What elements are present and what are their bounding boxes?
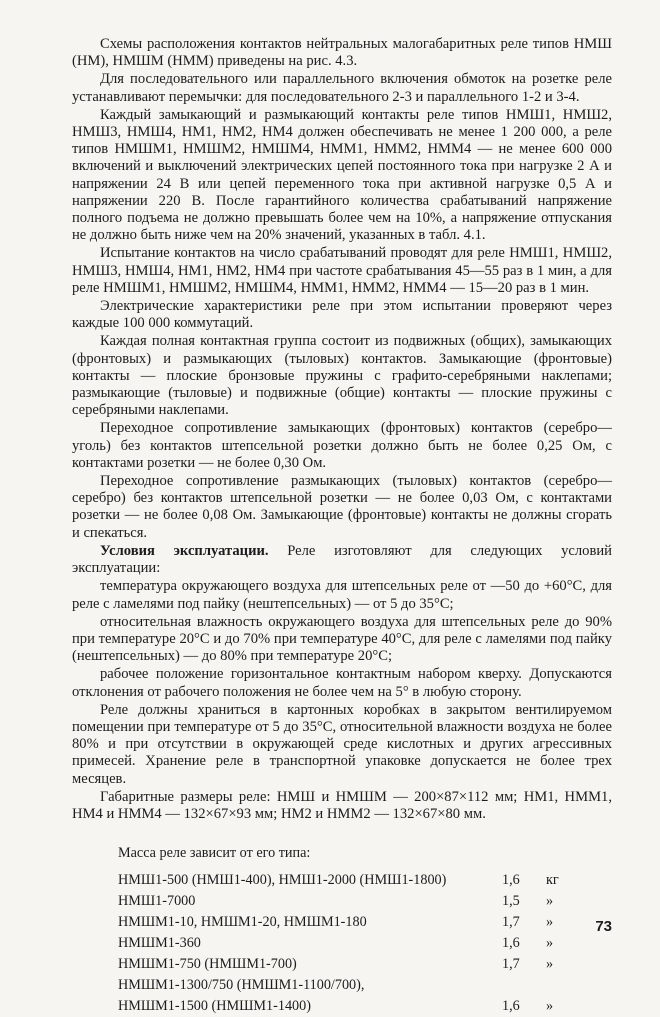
paragraph (72, 107, 612, 245)
mass-row (118, 996, 576, 1017)
mass-section (72, 843, 612, 1017)
paragraph (72, 245, 612, 297)
paragraph-text: Каждый замыкающий и размыкающий контакты реле типов НМШ1, НМШ2, НМШ3, НМШ4, НМ1, НМ2, НМ4 должен обеспечивать не менее 1 200 000, а реле типов НМШМ1, НМШМ2, НМШМ4, НММ1, НММ2, НММ4 — не менее 600 000 включений и выключений электрических цепей постоянного тока при нагрузке 2 А и напряжении 24 В или цепей переменного тока при активной нагрузке 0,5 А и напряжении 220 В. После гарантийного количества срабатываний напряжение полного подъема не должно превышать более чем на 10%, а напряжение отпускания не должно быть ниже чем на 20% значений, указанных в табл. 4.1. (72, 106, 612, 244)
relay-type: НМШМ1-750 (НМШМ1-700) (118, 956, 297, 973)
body-text (72, 36, 612, 823)
mass-row (118, 891, 576, 912)
paragraph (72, 71, 612, 105)
mass-unit: кг (546, 872, 559, 889)
paragraph-text: Реле должны храниться в картонных коробках в закрытом вентилируемом помещении при температуре от 5 до 35°С, относительной влажности воздуха не более 80% и при отсутствии в окружающей среде кислотных и других агрессивных примесей. Хранение реле в транспортной упаковке допускается не более трех месяцев. (72, 701, 612, 787)
paragraph (72, 789, 612, 823)
mass-value: 1,6 (502, 935, 520, 952)
paragraph-text: рабочее положение горизонтальное контактным набором кверху. Допускаются отклонения от рабочего положения не более чем на 5° в любую сторону. (72, 666, 612, 700)
paragraph (72, 298, 612, 332)
relay-type: НМШ1-7000 (118, 893, 196, 910)
mass-row (118, 870, 576, 891)
paragraph-text: температура окружающего воздуха для штепсельных реле от —50 до +60°С, для реле с ламелями под пайку (нештепсельных) — от 5 до 35°С; (72, 578, 612, 612)
mass-value: 1,6 (502, 998, 520, 1015)
mass-value: 1,7 (502, 914, 520, 931)
mass-value: 1,5 (502, 893, 520, 910)
paragraph-text: относительная влажность окружающего воздуха для штепсельных реле до 90% при температуре 20°С и до 70% при температуре 40°С, для реле с ламелями под пайку (нештепсельных) — до 80% при температуре 20°С; (72, 613, 612, 665)
mass-value: 1,7 (502, 956, 520, 973)
mass-unit: » (546, 956, 554, 973)
paragraph-text: Испытание контактов на число срабатываний проводят для реле НМШ1, НМШ2, НМШ3, НМШ4, НМ1, НМ2, НМ4 при частоте срабатывания 45—55 раз в 1 мин, а для реле НМШМ1, НМШМ2, НМШМ4, НММ1, НММ2, НММ4 — 15—20 раз в 1 мин. (72, 245, 612, 296)
mass-row (118, 975, 576, 996)
mass-unit: » (546, 935, 554, 952)
section-heading: Условия эксплуатации. (100, 542, 269, 559)
paragraph-text: Переходное сопротивление замыкающих (фронтовых) контактов (серебро—уголь) без контактов штепсельной розетки должно быть не более 0,25 Ом, с контактами розетки — не более 0,30 Ом. (72, 420, 612, 471)
mass-row (118, 912, 576, 933)
paragraph-text: Для последовательного или параллельного включения обмоток на розетке реле устанавливают перемычки: для последовательного 2-3 и параллельного 1-2 и 3-4. (72, 71, 612, 105)
paragraph-text: Реле изготовляют для следующих условий эксплуатации: (72, 542, 612, 577)
paragraph (72, 614, 612, 666)
relay-type: НМШМ1-1300/750 (НМШМ1-1100/700), (118, 977, 365, 994)
mass-unit: » (546, 998, 554, 1015)
paragraph-text: Каждая полная контактная группа состоит из подвижных (общих), замыкающих (фронтовых) и размыкающих (тыловых) контактов. Замыкающие (фронтовые) контакты — плоские бронзовые пружины с графито-серебряными наклепами; размыкающие (тыловые) и подвижные (общие) контакты — плоские пружины с серебряными наклепами. (72, 333, 612, 419)
mass-value: 1,6 (502, 872, 520, 889)
relay-type: НМШМ1-10, НМШМ1-20, НМШМ1-180 (118, 914, 367, 931)
paragraph-text: Электрические характеристики реле при этом испытании проверяют через каждые 100 000 коммутаций. (72, 298, 612, 332)
mass-unit: » (546, 893, 554, 910)
paragraph (72, 666, 612, 700)
relay-type: НМШМ1-360 (118, 935, 201, 952)
page-number: 73 (595, 918, 612, 935)
paragraph (72, 420, 612, 472)
relay-type: НМШМ1-1500 (НМШМ1-1400) (118, 998, 311, 1015)
mass-row (118, 954, 576, 975)
relay-type: НМШ1-500 (НМШ1-400), НМШ1-2000 (НМШ1-1800) (118, 872, 447, 889)
mass-value (502, 975, 546, 996)
paragraph (72, 702, 612, 788)
paragraph (72, 543, 612, 577)
paragraph (72, 333, 612, 419)
paragraph (72, 36, 612, 70)
mass-row (118, 933, 576, 954)
mass-unit: » (546, 914, 554, 931)
mass-table (118, 870, 576, 1017)
paragraph (72, 473, 612, 542)
paragraph-text: Переходное сопротивление размыкающих (тыловых) контактов (серебро—серебро) без контактов штепсельной розетки — не более 0,03 Ом, с контактами розетки — не более 0,08 Ом. Замыкающие (фронтовые) контакты не должны сгорать и спекаться. (72, 473, 612, 541)
paragraph (72, 578, 612, 612)
paragraph-text: Схемы расположения контактов нейтральных малогабаритных реле типов НМШ (НМ), НМШМ (НММ) приведены на рис. 4.3. (72, 36, 612, 70)
mass-intro: Масса реле зависит от его типа: (118, 845, 311, 862)
paragraph-text: Габаритные размеры реле: НМШ и НМШМ — 200×87×112 мм; НМ1, НММ1, НМ4 и НММ4 — 132×67×93 мм; НМ2 и НММ2 — 132×67×80 мм. (72, 788, 612, 822)
mass-unit (546, 975, 576, 996)
